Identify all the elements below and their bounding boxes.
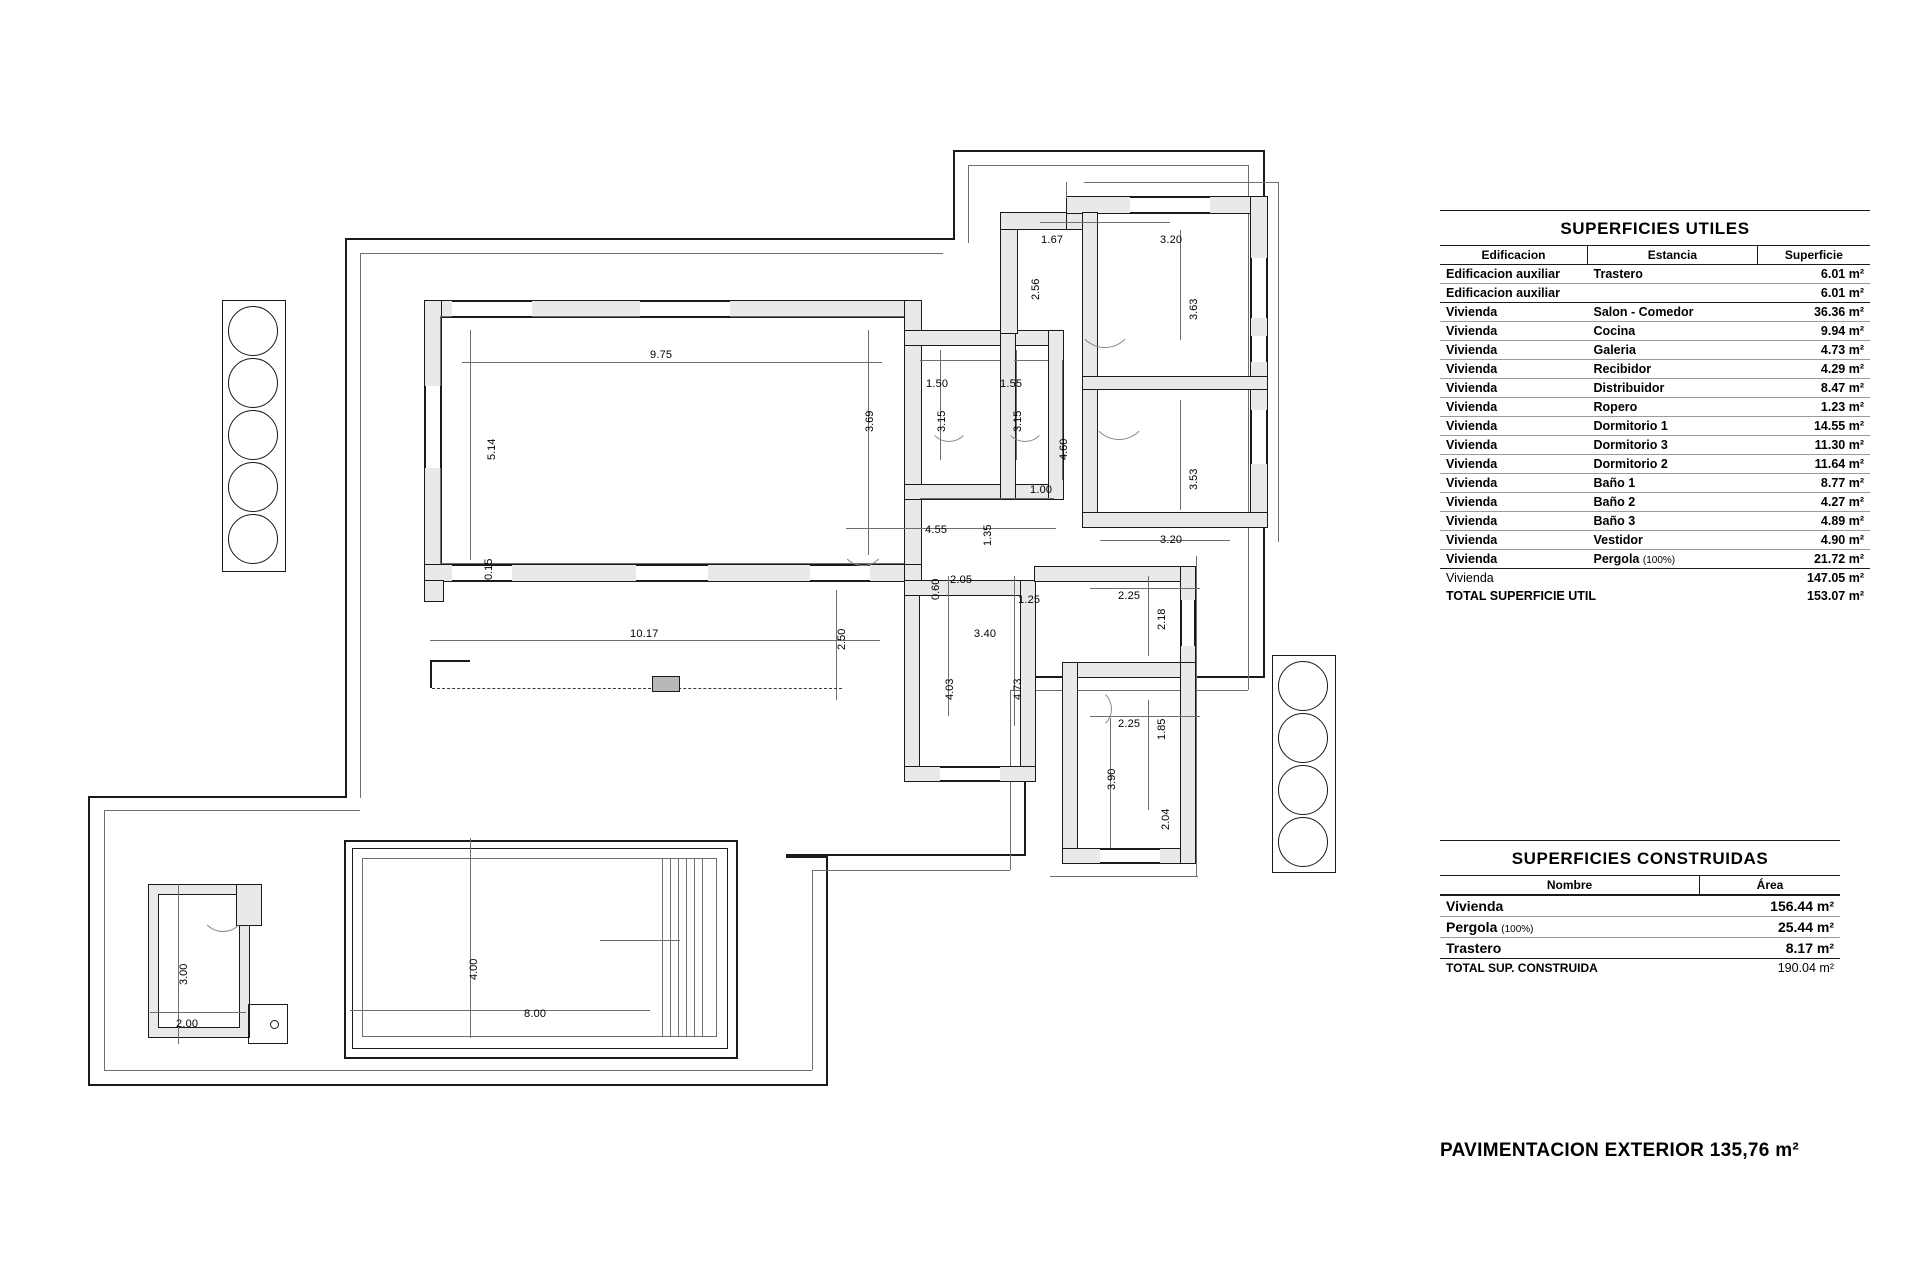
cell-superficie: 6.01 m² — [1757, 284, 1870, 303]
table-construidas-title: SUPERFICIES CONSTRUIDAS — [1511, 849, 1769, 868]
th-estancia: Estancia — [1588, 246, 1758, 265]
dim-3-00: 3.00 — [178, 963, 190, 985]
cell-edificacion: Vivienda — [1440, 303, 1588, 322]
door-arc-2 — [1090, 382, 1148, 440]
cell-estancia — [1588, 569, 1758, 588]
shell-se-bottom — [1050, 876, 1198, 877]
cell-estancia-label: Pergola — [1593, 552, 1640, 566]
wall-se-west — [1062, 662, 1078, 864]
window-salon-s2 — [636, 565, 708, 581]
partition-1 — [920, 360, 1000, 361]
wall-ne-inner-w — [1082, 212, 1098, 528]
cell-nombre-note: (100%) — [1501, 924, 1534, 935]
cell-edificacion: Vivienda — [1440, 531, 1588, 550]
table-row — [1440, 474, 1870, 493]
paving-edge-step — [812, 870, 1010, 871]
cell-estancia: Trastero — [1588, 265, 1758, 284]
cell-superficie: 6.01 m² — [1757, 265, 1870, 284]
total-value: 153.07 m² — [1807, 589, 1864, 603]
cell-area: 8.17 m² — [1700, 938, 1840, 959]
table-row — [1440, 493, 1870, 512]
paving-edge-left2 — [104, 810, 105, 1070]
dim-0-15: 0.15 — [483, 558, 495, 580]
site-axis-dash — [432, 688, 842, 689]
cell-area: 25.44 m² — [1700, 917, 1840, 938]
plot-outline-step3 — [786, 854, 1026, 856]
cell-estancia — [1588, 284, 1758, 303]
cell-edificacion: Vivienda — [1440, 322, 1588, 341]
dimline-3-63 — [1180, 230, 1181, 340]
wall-ne-north-a — [1000, 212, 1072, 230]
window-s3 — [1181, 600, 1195, 646]
dim-3-20a: 3.20 — [1160, 234, 1183, 246]
cell-edificacion: Vivienda — [1440, 360, 1588, 379]
paving-edge-trn — [968, 165, 969, 243]
table-row — [1440, 303, 1870, 322]
table-row — [1440, 322, 1870, 341]
wall-central-n — [904, 330, 1056, 346]
cell-edificacion: Edificacion auxiliar — [1440, 265, 1588, 284]
table-row — [1440, 360, 1870, 379]
dim-1-67: 1.67 — [1041, 234, 1064, 246]
cell-estancia: Dormitorio 3 — [1588, 436, 1758, 455]
paving-edge-rl — [812, 870, 813, 1070]
dim-1-55: 1.55 — [1000, 378, 1023, 390]
cell-superficie: 21.72 m² — [1757, 550, 1870, 569]
table-row — [1440, 531, 1870, 550]
total-label: TOTAL SUPERFICIE UTIL — [1446, 589, 1597, 603]
table-row — [1440, 569, 1870, 588]
dim-2-00: 2.00 — [176, 1018, 199, 1030]
cell-nombre: Trastero — [1440, 938, 1700, 959]
pool-step-6 — [702, 858, 703, 1037]
dimline-3-15b — [1016, 350, 1017, 460]
paving-edge-tr — [968, 165, 1248, 166]
dim-1-25: 1.25 — [1018, 594, 1041, 606]
cell-edificacion: Vivienda — [1440, 455, 1588, 474]
dim-3-69: 3.69 — [864, 410, 876, 432]
tree-icon-4 — [228, 462, 278, 512]
table-construidas-header — [1440, 876, 1840, 895]
site-axis-mark-a — [430, 660, 470, 662]
cell-estancia: Salon - Comedor — [1588, 303, 1758, 322]
dimline-5-14 — [470, 330, 471, 560]
dim-0-60: 0.60 — [930, 578, 942, 600]
table-row — [1440, 512, 1870, 531]
window-salon-w1 — [425, 386, 441, 468]
dim-1-35: 1.35 — [982, 524, 994, 546]
cell-estancia: Dormitorio 2 — [1588, 455, 1758, 474]
dim-4-55: 4.55 — [925, 524, 948, 536]
cell-edificacion: Vivienda — [1440, 341, 1588, 360]
window-salon-s1 — [452, 565, 512, 581]
tree-icon-8 — [1278, 765, 1328, 815]
cell-superficie: 4.27 m² — [1757, 493, 1870, 512]
paving-edge-left — [360, 253, 361, 798]
window-salon-n1 — [452, 301, 532, 317]
plot-outline-top-notch — [953, 150, 955, 240]
plot-outline-bottom — [88, 1084, 828, 1086]
wall-s-west — [904, 580, 920, 782]
cell-estancia: Cocina — [1588, 322, 1758, 341]
table-superficies-utiles — [1440, 210, 1870, 605]
table-row — [1440, 436, 1870, 455]
dim-4-00: 4.00 — [468, 958, 480, 980]
cell-superficie: 1.23 m² — [1757, 398, 1870, 417]
plot-outline-top — [345, 238, 955, 240]
tree-icon-7 — [1278, 713, 1328, 763]
pool-step-5 — [694, 858, 695, 1037]
cell-superficie: 36.36 m² — [1757, 303, 1870, 322]
tree-icon-2 — [228, 358, 278, 408]
table-total-row — [1440, 587, 1870, 605]
dim-2-05: 2.05 — [950, 574, 973, 586]
dim-3-40: 3.40 — [974, 628, 997, 640]
trastero-door-arc — [200, 886, 246, 932]
cell-superficie: 8.77 m² — [1757, 474, 1870, 493]
pool-dimline-v — [470, 838, 471, 1038]
trastero-dimline-h — [150, 1012, 246, 1013]
paving-edge-ru — [1248, 165, 1249, 690]
window-salon-s3 — [810, 565, 870, 581]
door-arc-4 — [1004, 400, 1046, 442]
cell-superficie: 11.30 m² — [1757, 436, 1870, 455]
dimline-3-15a — [940, 350, 941, 460]
trastero-annex-bottom — [248, 1004, 288, 1044]
cell-edificacion: Vivienda — [1440, 493, 1588, 512]
dim-3-15a: 3.15 — [936, 410, 948, 432]
plot-outline-mid — [88, 796, 347, 798]
window-ne-e3 — [1251, 410, 1267, 464]
th-edificacion: Edificacion — [1481, 248, 1546, 262]
dim-3-15b: 3.15 — [1012, 410, 1024, 432]
dim-4-60: 4.60 — [1058, 438, 1070, 460]
cell-estancia: Baño 2 — [1588, 493, 1758, 512]
table-row — [1440, 550, 1870, 569]
cell-edificacion: Vivienda — [1440, 512, 1588, 531]
dim-8-00: 8.00 — [524, 1008, 547, 1020]
tree-icon-3 — [228, 410, 278, 460]
dimline-3-20a — [1040, 222, 1170, 223]
dim-10-17: 10.17 — [630, 628, 659, 640]
window-salon-n2 — [640, 301, 730, 317]
table-row — [1440, 455, 1870, 474]
window-ne-n1 — [1130, 197, 1210, 213]
wall-s-upper — [1034, 566, 1196, 582]
dim-2-25b: 2.25 — [1118, 718, 1141, 730]
cell-area: 156.44 m² — [1700, 895, 1840, 917]
th-nombre: Nombre — [1546, 878, 1593, 892]
table-row — [1440, 895, 1840, 917]
salon-inner-south — [440, 563, 904, 564]
dim-5-14: 5.14 — [486, 438, 498, 460]
dim-2-04: 2.04 — [1160, 808, 1172, 830]
plot-outline-left-upper — [345, 238, 347, 798]
plot-outline-left-lower — [88, 796, 90, 1086]
window-ne-e2 — [1251, 336, 1267, 362]
shell-ne-jog — [1066, 182, 1067, 198]
dim-2-50: 2.50 — [836, 628, 848, 650]
pool-step-4 — [686, 858, 687, 1037]
tree-icon-6 — [1278, 661, 1328, 711]
cell-edificacion: Vivienda — [1440, 550, 1588, 569]
dimline-9-75 — [462, 362, 882, 363]
pool-step-2 — [670, 858, 671, 1037]
pool-dimline-h — [350, 1010, 650, 1011]
pool-step-3 — [678, 858, 679, 1037]
table-row — [1440, 398, 1870, 417]
door-arc-6 — [1070, 688, 1112, 730]
cell-estancia: Recibidor — [1588, 360, 1758, 379]
door-arc-5 — [840, 520, 886, 566]
wall-se-east — [1180, 662, 1196, 864]
dimline-2-25a — [1090, 588, 1200, 589]
dim-1-85: 1.85 — [1156, 718, 1168, 740]
dim-3-90: 3.90 — [1106, 768, 1118, 790]
table-utiles-header — [1440, 246, 1870, 265]
window-ne-e1 — [1251, 258, 1267, 318]
cell-superficie: 147.05 m² — [1757, 569, 1870, 588]
plot-outline-right-lower — [826, 856, 828, 1086]
shell-ne-right — [1278, 182, 1279, 542]
shell-ne-top — [1084, 182, 1278, 183]
cell-edificacion: Vivienda — [1440, 474, 1588, 493]
dimline-4-73 — [1014, 576, 1015, 726]
cell-estancia: Galeria — [1588, 341, 1758, 360]
cell-edificacion: Vivienda — [1440, 398, 1588, 417]
window-s1 — [940, 767, 1000, 781]
dim-4-03: 4.03 — [944, 678, 956, 700]
table-row — [1440, 379, 1870, 398]
paving-edge-top — [360, 253, 943, 254]
dimline-3-53 — [1180, 400, 1181, 510]
door-arc-1 — [1076, 290, 1134, 348]
cell-superficie: 4.90 m² — [1757, 531, 1870, 550]
tree-icon-9 — [1278, 817, 1328, 867]
th-superficie: Superficie — [1757, 246, 1870, 265]
cell-superficie: 4.73 m² — [1757, 341, 1870, 360]
table-superficies-construidas — [1440, 840, 1840, 977]
pool-arrow — [600, 940, 680, 941]
paving-edge-bottom — [104, 1070, 812, 1071]
dim-1-00: 1.00 — [1030, 484, 1053, 496]
dim-3-20b: 3.20 — [1160, 534, 1183, 546]
dim-3-53: 3.53 — [1188, 468, 1200, 490]
cell-superficie: 8.47 m² — [1757, 379, 1870, 398]
cell-estancia: Ropero — [1588, 398, 1758, 417]
cell-superficie: 9.94 m² — [1757, 322, 1870, 341]
cell-edificacion: Vivienda — [1440, 569, 1588, 588]
cell-estancia: Baño 1 — [1588, 474, 1758, 493]
wall-salon-sw-stub — [424, 580, 444, 602]
th-area: Área — [1700, 876, 1840, 895]
dimline-10-17 — [430, 640, 880, 641]
dim-2-18: 2.18 — [1156, 608, 1168, 630]
table-row — [1440, 417, 1870, 436]
site-axis-block — [652, 676, 680, 692]
cell-nombre: Vivienda — [1440, 895, 1700, 917]
wall-s-mid — [1062, 662, 1196, 678]
cell-superficie: 11.64 m² — [1757, 455, 1870, 474]
partition-3 — [920, 498, 1054, 499]
pool-edge-right — [716, 858, 717, 1037]
dim-4-73: 4.73 — [1012, 678, 1024, 700]
window-s2 — [1100, 849, 1160, 863]
total-label: TOTAL SUP. CONSTRUIDA — [1440, 959, 1700, 978]
door-arc-3 — [928, 400, 970, 442]
plot-outline-step1 — [786, 856, 828, 858]
cell-nombre — [1440, 917, 1700, 938]
cell-estancia: Distribuidor — [1588, 379, 1758, 398]
cell-estancia-note: (100%) — [1642, 555, 1676, 566]
paving-edge-rstep — [1010, 690, 1248, 691]
cell-edificacion: Vivienda — [1440, 379, 1588, 398]
partition-2 — [1014, 360, 1048, 361]
paving-edge-mid — [104, 810, 360, 811]
cell-superficie: 4.89 m² — [1757, 512, 1870, 531]
table-utiles-title: SUPERFICIES UTILES — [1560, 219, 1750, 238]
tree-icon-1 — [228, 306, 278, 356]
dimline-3-69 — [868, 330, 869, 555]
plot-outline-top-right — [955, 150, 1265, 152]
table-row — [1440, 284, 1870, 303]
dim-2-25a: 2.25 — [1118, 590, 1141, 602]
cell-estancia: Baño 3 — [1588, 512, 1758, 531]
table-construidas-grid — [1440, 876, 1840, 977]
pavimentacion-exterior-label: PAVIMENTACION EXTERIOR 135,76 m² — [1440, 1140, 1800, 1161]
dimline-4-55 — [846, 528, 1056, 529]
cell-superficie: 4.29 m² — [1757, 360, 1870, 379]
table-row — [1440, 341, 1870, 360]
wall-ne-south — [1082, 512, 1268, 528]
table-total-row — [1440, 959, 1840, 978]
dim-3-63: 3.63 — [1188, 298, 1200, 320]
cell-edificacion: Vivienda — [1440, 436, 1588, 455]
table-row — [1440, 938, 1840, 959]
wall-ne-west — [1000, 212, 1018, 334]
dim-9-75: 9.75 — [650, 349, 673, 361]
pool-step-1 — [662, 858, 663, 1037]
cell-nombre-label: Pergola — [1446, 919, 1498, 935]
site-axis-mark-b — [430, 660, 432, 688]
table-utiles-grid — [1440, 246, 1870, 605]
table-row — [1440, 265, 1870, 284]
dim-1-50: 1.50 — [926, 378, 949, 390]
cell-superficie: 14.55 m² — [1757, 417, 1870, 436]
dim-2-56: 2.56 — [1030, 278, 1042, 300]
dimline-2-25b — [1090, 716, 1200, 717]
total-value: 190.04 m² — [1700, 959, 1840, 978]
cell-edificacion: Edificacion auxiliar — [1440, 284, 1588, 303]
cell-estancia — [1588, 550, 1758, 569]
wall-ne-east — [1250, 196, 1268, 528]
cell-estancia: Vestidor — [1588, 531, 1758, 550]
cell-estancia: Dormitorio 1 — [1588, 417, 1758, 436]
table-row — [1440, 917, 1840, 938]
dimline-4-60 — [1062, 360, 1063, 480]
cell-edificacion: Vivienda — [1440, 417, 1588, 436]
trastero-node — [270, 1020, 279, 1029]
tree-icon-5 — [228, 514, 278, 564]
